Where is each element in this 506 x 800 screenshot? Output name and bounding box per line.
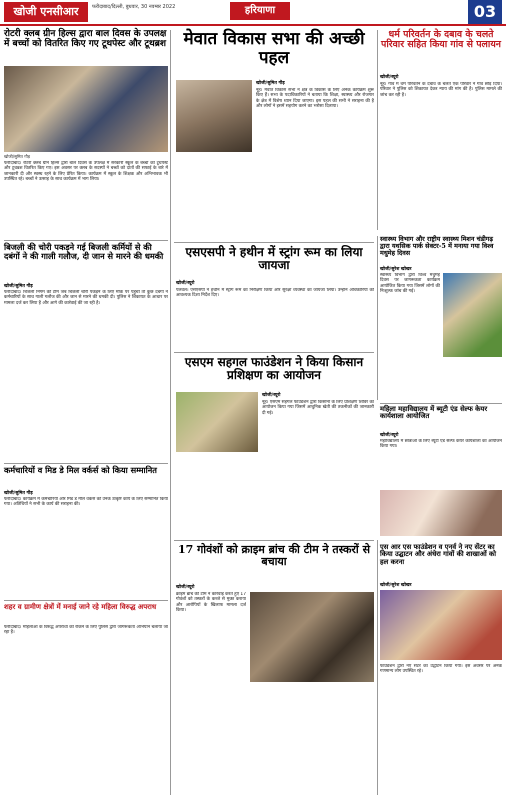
story-crime-women-headline: शहर व ग्रामीण क्षेत्रों में मनाई जाने रहे महिला विरुद्ध अपराध: [4, 602, 157, 611]
story-ssp: [174, 246, 374, 272]
story-rotary-body: फरीदाबाद। रोटरी क्लब ग्रीन हिल्स द्वारा बाल दिवस के उपलक्ष में सरकारी स्कूल के बच्चों को टूथपेस्ट और टूथब्रश वितरित किए गए। इस अवसर पर क्लब के सदस्यों ने बच्चों को दांतों की सफाई के बारे में जानकारी दी और स्वस्थ रहने के लिए प्रेरित किया। कार्यक्रम में स्कूल के शिक्षक और अभिभावक भी उपस्थित रहे। बच्चों ने उत्साह के साथ कार्यक्रम में भाग लिया।: [4, 161, 168, 183]
story-sehgal-headline: एसएम सहगल फाउंडेशन ने किया किसान प्रशिक्षण का आयोजन: [184, 355, 364, 383]
column-divider: [377, 30, 378, 230]
story-midday-body: फरीदाबाद। कार्यक्रम में कर्मचारियों और मिड डे मील वर्कर्स को उनके उत्कृष्ट कार्य के लिए सम्मानित किया गया। अतिथियों ने सभी के कार्य की सराहना की।: [4, 497, 168, 508]
story-conversion-headline: धर्म परिवर्तन के दबाव के चलते परिवार सहित किया गांव से पलायन: [381, 29, 501, 51]
story-conversion-byline: खोजी/ब्यूरो: [380, 75, 399, 80]
story-rotary-caption: खोजी/सुमित गौड़: [4, 154, 30, 159]
story-srs-byline: खोजी/सुरेश खोखर: [380, 583, 412, 588]
column-divider: [377, 540, 378, 795]
story-srs-photo: [380, 590, 502, 660]
story-conversion: [380, 30, 502, 51]
page-number: 03: [468, 0, 502, 24]
story-rotary-headline: रोटरी क्लब ग्रीन हिल्स द्वारा बाल दिवस के उपलक्ष में बच्चों को वितरित किए गए टूथपेस्ट और टूथब्रश: [4, 29, 167, 49]
column-divider: [377, 236, 378, 400]
story-beauty-headline: महिला महाविद्यालय में ब्यूटी एंड सेल्फ केयर कार्यशाला आयोजित: [380, 405, 488, 421]
story-mevat: [174, 30, 374, 67]
story-cattle-photo: [250, 592, 374, 682]
divider: [4, 463, 168, 464]
story-mevat-headline: मेवात विकास सभा की अच्छी पहल: [183, 29, 365, 68]
story-sehgal-body: नूंह। एसएम सहगल फाउंडेशन द्वारा किसानों के लिए प्रशिक्षण शिविर का आयोजन किया गया जिसमें आधुनिक खेती की तकनीकों की जानकारी दी गई।: [262, 400, 374, 416]
story-diabetes-body: स्वास्थ्य विभाग द्वारा विश्व मधुमेह दिवस पर जागरूकता कार्यक्रम आयोजित किया गया जिसमें लोगों की निःशुल्क जांच की गई।: [380, 273, 440, 295]
story-beauty-byline: खोजी/ब्यूरो: [380, 433, 399, 438]
story-crime-women-body: फरीदाबाद। महिलाओं के विरुद्ध अपराधों को रोकने के लिए पुलिस द्वारा जागरूकता अभियान चलाया जा रहा है।: [4, 625, 168, 636]
story-electricity-byline: खोजी/सुमित गौड़: [4, 284, 33, 289]
divider: [174, 242, 374, 243]
story-ssp-body: पलवल। एसएसपी ने हथीन में स्ट्रांग रूम का निरीक्षण किया और सुरक्षा व्यवस्था का जायजा लिया। उन्होंने अधिकारियों को आवश्यक दिशा निर्देश दिए।: [176, 288, 374, 299]
story-cattle-headline: 17 गोवंशों को क्राइम ब्रांच की टीम ने तस्करों से बचाया: [177, 543, 371, 569]
story-electricity-body: फरीदाबाद। बिजली निगम की टीम जब बिजली चोरी पकड़ने के लिए मौके पर पहुंची तो कुछ दबंगों ने कर्मचारियों के साथ गाली गलौज की और जान से मारने की धमकी दी। पुलिस ने शिकायत के आधार पर मामला दर्ज कर लिया है और आगे की कार्रवाई की जा रही है।: [4, 290, 168, 306]
divider: [174, 352, 374, 353]
story-diabetes: [380, 236, 502, 257]
story-ssp-headline: एसएसपी ने हथीन में स्ट्रांग रूम का लिया जायजा: [185, 245, 363, 273]
divider: [174, 540, 374, 541]
story-sehgal-byline: खोजी/ब्यूरो: [262, 393, 281, 398]
story-midday-byline: खोजी/सुमित गौड़: [4, 491, 33, 496]
story-diabetes-headline: स्वास्थ्य विभाग और राष्ट्रीय स्वास्थ्य मिशन चंडीगढ़ द्वारा यथसिक पार्क सेक्टर-5 में मनाया गया विश्व मधुमेह दिवस: [380, 235, 494, 258]
story-beauty: [380, 406, 502, 421]
story-mevat-byline: खोजी/सुमित गौड़: [256, 81, 285, 86]
story-sehgal: [174, 356, 374, 382]
story-diabetes-photo: [443, 273, 502, 357]
story-mevat-photo: [176, 80, 252, 152]
story-electricity-headline: बिजली की चोरी पकड़ने गई बिजली कर्मियों से की दबंगों ने की गाली गलौज, दी जान से मारने की धमकी: [4, 242, 164, 262]
story-rotary-photo: [4, 66, 168, 152]
story-diabetes-byline: खोजी/सुरेश खोखर: [380, 267, 412, 272]
masthead-logo: खोजी एनसीआर: [4, 2, 88, 22]
story-srs-headline: एस आर एस फाउंडेशन व एनर्व ने नए सेंटर का किया उद्घाटन और अंधेरा गांवों की शाखाओं को हल करना: [380, 543, 497, 566]
story-beauty-photo: [380, 490, 502, 536]
header-divider: [0, 24, 506, 26]
story-sehgal-photo: [176, 392, 258, 452]
story-conversion-body: नूंह। गांव में धर्म परिवर्तन के दबाव के चलते एक परिवार ने गांव छोड़ दिया। परिवार ने पुलिस को शिकायत देकर न्याय की मांग की है। पुलिस मामले की जांच कर रही है।: [380, 82, 502, 98]
story-electricity: [4, 243, 168, 261]
column-divider: [170, 30, 171, 795]
story-beauty-body: महाविद्यालय में छात्राओं के लिए ब्यूटी एंड सेल्फ केयर कार्यशाला का आयोजन किया गया।: [380, 439, 502, 450]
story-rotary: [4, 30, 168, 50]
section-tag: हरियाणा: [230, 2, 290, 20]
story-srs: [380, 544, 502, 566]
story-cattle: [174, 544, 374, 568]
story-cattle-byline: खोजी/ब्यूरो: [176, 585, 195, 590]
divider: [380, 403, 502, 404]
dateline: फरीदाबाद/दिल्ली, बुधवार, 30 नवम्बर 2022: [92, 4, 176, 10]
story-crime-women: [4, 603, 168, 611]
story-midday-headline: कर्मचारियों व मिड डे मिल वर्कर्स को किया सम्मानित: [4, 465, 157, 475]
story-cattle-body: क्राइम ब्रांच की टीम ने कार्रवाई करते हुए 17 गोवंशों को तस्करों के कब्जे से मुक्त कराया और आरोपियों के खिलाफ मामला दर्ज किया।: [176, 592, 246, 614]
story-srs-body: फाउंडेशन द्वारा नए सेंटर का उद्घाटन किया गया। इस अवसर पर अनेक गणमान्य लोग उपस्थित रहे।: [380, 664, 502, 675]
story-ssp-byline: खोजी/ब्यूरो: [176, 281, 195, 286]
divider: [4, 600, 168, 601]
divider: [4, 240, 168, 241]
story-mevat-body: नूंह। मेवात विकास सभा ने क्षेत्र के विकास के लिए अनेक कार्यक्रम शुरू किए हैं। सभा के पदाधिकारियों ने बताया कि शिक्षा, स्वास्थ्य और रोजगार के क्षेत्र में विशेष ध्यान दिया जाएगा। इस पहल की सभी ने सराहना की है और लोगों ने इसमें सहयोग करने का भरोसा दिलाया।: [256, 88, 374, 110]
story-midday: [4, 466, 168, 475]
